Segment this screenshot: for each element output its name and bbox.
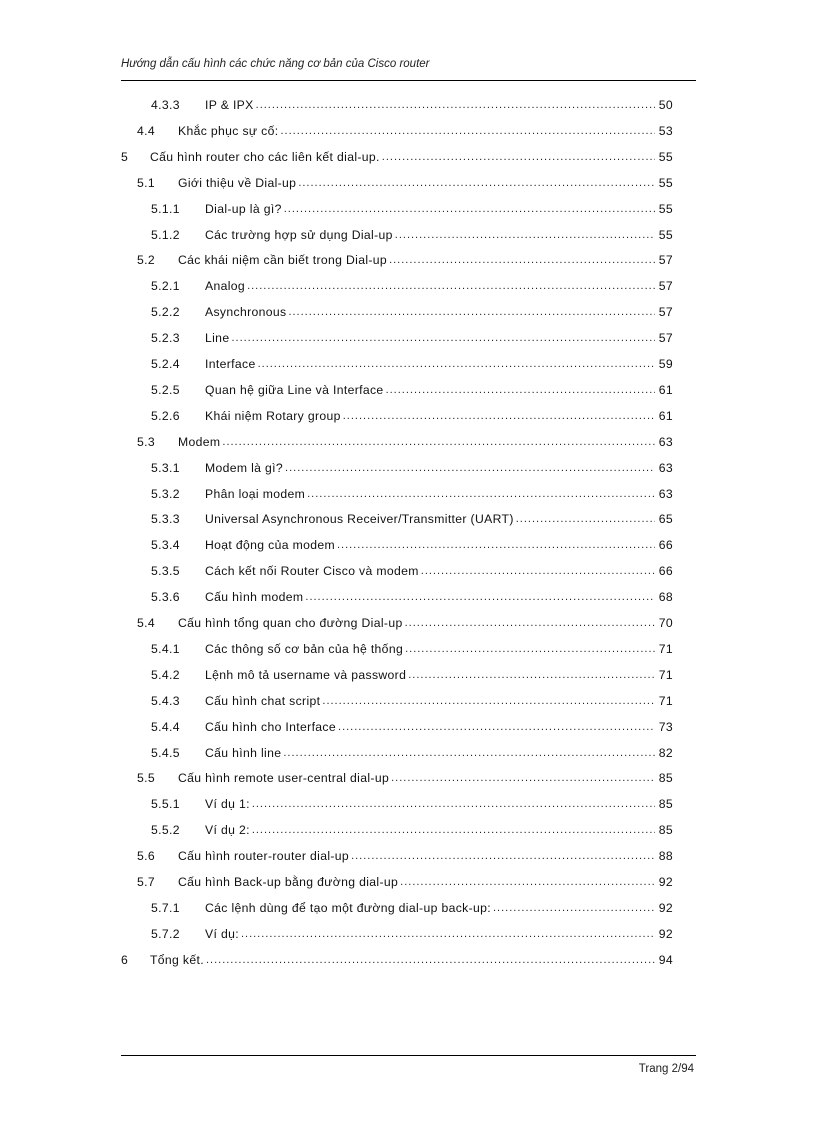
toc-dot-leader: [408, 669, 655, 681]
toc-entry-number: 5.1.2: [151, 227, 180, 242]
toc-entry-number: 5.7.1: [151, 900, 180, 915]
toc-entry[interactable]: [151, 663, 673, 687]
toc-dot-leader: [252, 824, 655, 836]
toc-dot-leader: [252, 798, 655, 810]
toc-entry[interactable]: [151, 689, 673, 713]
page-header-title: Hướng dẫn cấu hình các chức năng cơ bản của Cisco router: [121, 58, 430, 70]
header-divider: [121, 80, 696, 81]
toc-entry-number: 5.7: [137, 875, 155, 889]
toc-entry-title: Lệnh mô tả username và password: [205, 667, 407, 682]
toc-entry[interactable]: [151, 326, 673, 350]
toc-entry-number: 5.1.1: [151, 201, 180, 216]
toc-entry-title: Ví dụ 2:: [205, 823, 250, 838]
toc-dot-leader: [337, 539, 655, 551]
toc-entry[interactable]: [151, 637, 673, 661]
toc-entry[interactable]: [137, 611, 673, 635]
toc-entry-page: 63: [658, 460, 673, 475]
toc-entry-page: 92: [658, 926, 673, 941]
toc-dot-leader: [206, 954, 655, 966]
toc-entry-number: 5.2.5: [151, 382, 180, 397]
toc-entry-number: 5.2.4: [151, 357, 180, 371]
toc-dot-leader: [288, 306, 655, 318]
toc-entry[interactable]: [151, 507, 673, 531]
toc-entry-page: 70: [658, 616, 673, 630]
toc-entry-title: Line: [205, 331, 230, 346]
toc-entry-page: 61: [658, 408, 673, 423]
toc-entry-number: 5.3.6: [151, 590, 180, 605]
toc-entry[interactable]: [151, 274, 673, 298]
toc-entry-page: 94: [658, 952, 673, 967]
toc-entry-title: Dial-up là gì?: [205, 201, 282, 216]
toc-dot-leader: [307, 488, 655, 500]
toc-entry[interactable]: [137, 248, 673, 272]
toc-dot-leader: [391, 772, 655, 784]
toc-entry-number: 5.5.1: [151, 797, 180, 812]
toc-dot-leader: [351, 850, 655, 862]
toc-entry-page: 92: [658, 900, 673, 915]
toc-dot-leader: [382, 151, 655, 163]
toc-entry-number: 5.3.5: [151, 564, 180, 579]
toc-entry-page: 65: [658, 512, 673, 527]
toc-entry-title: Phân loại modem: [205, 486, 306, 501]
toc-dot-leader: [493, 902, 655, 914]
toc-entry-title: Modem: [178, 434, 221, 449]
toc-entry-page: 85: [658, 797, 673, 812]
toc-entry-number: 5.2.1: [151, 279, 180, 294]
toc-dot-leader: [285, 462, 655, 474]
toc-entry-page: 88: [658, 849, 673, 864]
toc-dot-leader: [258, 358, 655, 370]
toc-entry-title: Cách kết nối Router Cisco và modem: [205, 564, 419, 579]
toc-dot-leader: [405, 617, 655, 629]
toc-entry-page: 82: [658, 745, 673, 760]
toc-entry-title: Cấu hình tổng quan cho đường Dial-up: [178, 616, 403, 630]
toc-dot-leader: [386, 384, 655, 396]
toc-entry-number: 5.3.1: [151, 460, 180, 475]
toc-dot-leader: [241, 928, 655, 940]
toc-entry-title: Analog: [205, 279, 246, 294]
toc-entry[interactable]: [151, 792, 673, 816]
toc-entry-number: 4.3.3: [151, 98, 180, 112]
toc-entry-title: Cấu hình Back-up bằng đường dial-up: [178, 875, 399, 889]
toc-entry[interactable]: [151, 715, 673, 739]
toc-entry-page: 50: [658, 98, 673, 112]
toc-entry-number: 6: [121, 952, 129, 967]
toc-entry[interactable]: [121, 145, 673, 169]
toc-entry-title: Cấu hình cho Interface: [205, 719, 337, 734]
toc-entry-number: 5.2: [137, 253, 155, 268]
toc-entry[interactable]: [151, 482, 673, 506]
toc-entry-title: Universal Asynchronous Receiver/Transmitter (UART): [205, 512, 514, 527]
toc-dot-leader: [343, 410, 655, 422]
toc-entry-page: 66: [658, 538, 673, 553]
toc-entry-number: 5: [121, 149, 129, 164]
toc-entry-title: Các lệnh dùng để tạo một đường dial-up back-up:: [205, 900, 491, 915]
toc-entry-number: 5.3.3: [151, 512, 180, 527]
toc-entry-page: 85: [658, 823, 673, 838]
page-number: Trang 2/94: [638, 1063, 694, 1075]
toc-entry-page: 57: [658, 331, 673, 346]
toc-dot-leader: [222, 436, 655, 448]
toc-entry-page: 63: [658, 434, 673, 449]
toc-entry-page: 61: [658, 382, 673, 397]
toc-entry[interactable]: [151, 922, 673, 946]
toc-entry-page: 85: [658, 771, 673, 786]
toc-entry[interactable]: [151, 93, 673, 117]
toc-entry[interactable]: [137, 430, 673, 454]
toc-entry-title: Ví dụ 1:: [205, 797, 250, 812]
toc-dot-leader: [405, 643, 655, 655]
toc-dot-leader: [322, 695, 655, 707]
toc-entry[interactable]: [137, 171, 673, 195]
toc-entry[interactable]: [137, 119, 673, 143]
toc-entry-title: Cấu hình modem: [205, 590, 304, 605]
toc-entry[interactable]: [121, 948, 673, 972]
toc-dot-leader: [338, 721, 655, 733]
toc-dot-leader: [247, 280, 655, 292]
toc-dot-leader: [284, 203, 655, 215]
toc-entry-title: Cấu hình router cho các liên kết dial-up.: [150, 149, 380, 164]
toc-entry-page: 71: [658, 667, 673, 682]
toc-entry-title: Các trường hợp sử dụng Dial-up: [205, 227, 393, 242]
toc-entry-page: 57: [658, 253, 673, 268]
toc-entry-number: 5.5: [137, 771, 155, 786]
toc-entry-title: Cấu hình line: [205, 745, 282, 760]
toc-entry-number: 5.6: [137, 849, 155, 864]
toc-entry[interactable]: [151, 896, 673, 920]
toc-entry-page: 59: [658, 357, 673, 371]
toc-entry-page: 55: [658, 201, 673, 216]
toc-entry[interactable]: [151, 352, 673, 376]
toc-entry-title: Các thông số cơ bản của hệ thống: [205, 641, 404, 656]
toc-dot-leader: [421, 565, 655, 577]
toc-entry-number: 5.3.4: [151, 538, 180, 553]
toc-entry-page: 55: [658, 175, 673, 190]
toc-entry[interactable]: [151, 404, 673, 428]
toc-dot-leader: [283, 747, 655, 759]
toc-entry-number: 5.4.5: [151, 745, 180, 760]
toc-entry-number: 5.4: [137, 616, 155, 630]
toc-dot-leader: [516, 513, 655, 525]
toc-dot-leader: [395, 229, 655, 241]
toc-entry-number: 5.4.3: [151, 693, 180, 708]
toc-dot-leader: [231, 332, 655, 344]
toc-entry-title: Tổng kết.: [150, 952, 204, 967]
toc-entry-number: 5.1: [137, 175, 155, 190]
toc-entry-title: Asynchronous: [205, 305, 287, 320]
toc-entry-page: 71: [658, 641, 673, 656]
toc-entry-title: Các khái niệm cần biết trong Dial-up: [178, 253, 388, 268]
toc-entry[interactable]: [151, 300, 673, 324]
toc-entry[interactable]: [151, 818, 673, 842]
toc-entry[interactable]: [151, 456, 673, 480]
toc-entry-title: IP & IPX: [205, 98, 254, 112]
toc-entry-page: 63: [658, 486, 673, 501]
toc-entry-page: 57: [658, 305, 673, 320]
toc-entry-number: 5.4.4: [151, 719, 180, 734]
toc-entry[interactable]: [137, 766, 673, 790]
toc-dot-leader: [280, 125, 655, 137]
toc-entry[interactable]: [151, 585, 673, 609]
toc-entry[interactable]: [151, 559, 673, 583]
toc-entry-number: 5.4.1: [151, 641, 180, 656]
toc-entry[interactable]: [137, 870, 673, 894]
toc-entry[interactable]: [137, 844, 673, 868]
toc-entry[interactable]: [151, 533, 673, 557]
toc-dot-leader: [256, 99, 655, 111]
toc-entry-title: Khái niệm Rotary group: [205, 408, 341, 423]
toc-entry-page: 53: [658, 123, 673, 138]
toc-entry-number: 5.5.2: [151, 823, 180, 838]
toc-entry-number: 5.4.2: [151, 667, 180, 682]
toc-entry-page: 55: [658, 227, 673, 242]
toc-entry-title: Cấu hình chat script: [205, 693, 321, 708]
toc-entry-number: 5.7.2: [151, 926, 180, 941]
toc-entry[interactable]: [151, 378, 673, 402]
toc-entry-title: Cấu hình router-router dial-up: [178, 849, 350, 864]
toc-entry[interactable]: [151, 223, 673, 247]
toc-entry[interactable]: [151, 741, 673, 765]
toc-entry-title: Giới thiệu về Dial-up: [178, 175, 297, 190]
toc-entry-title: Hoạt động của modem: [205, 538, 335, 553]
toc-entry-title: Ví dụ:: [205, 926, 239, 941]
toc-entry-page: 73: [658, 719, 673, 734]
toc-dot-leader: [298, 177, 655, 189]
toc-entry-title: Khắc phục sự cố:: [178, 123, 279, 138]
toc-entry-page: 92: [658, 875, 673, 889]
toc-entry[interactable]: [151, 197, 673, 221]
toc-entry-title: Quan hệ giữa Line và Interface: [205, 382, 384, 397]
toc-entry-number: 5.2.6: [151, 408, 180, 423]
toc-dot-leader: [305, 591, 655, 603]
toc-entry-number: 5.3: [137, 434, 155, 449]
toc-dot-leader: [400, 876, 655, 888]
toc-entry-title: Interface: [205, 357, 256, 371]
toc-entry-number: 5.3.2: [151, 486, 180, 501]
toc-entry-number: 5.2.2: [151, 305, 180, 320]
footer-divider: [121, 1055, 696, 1056]
toc-dot-leader: [389, 254, 655, 266]
toc-entry-page: 66: [658, 564, 673, 579]
toc-entry-title: Modem là gì?: [205, 460, 284, 475]
toc-entry-number: 4.4: [137, 123, 155, 138]
toc-entry-page: 55: [658, 149, 673, 164]
toc-entry-page: 71: [658, 693, 673, 708]
toc-entry-title: Cấu hình remote user-central dial-up: [178, 771, 390, 786]
toc-entry-page: 68: [658, 590, 673, 605]
toc-entry-page: 57: [658, 279, 673, 294]
toc-entry-number: 5.2.3: [151, 331, 180, 346]
